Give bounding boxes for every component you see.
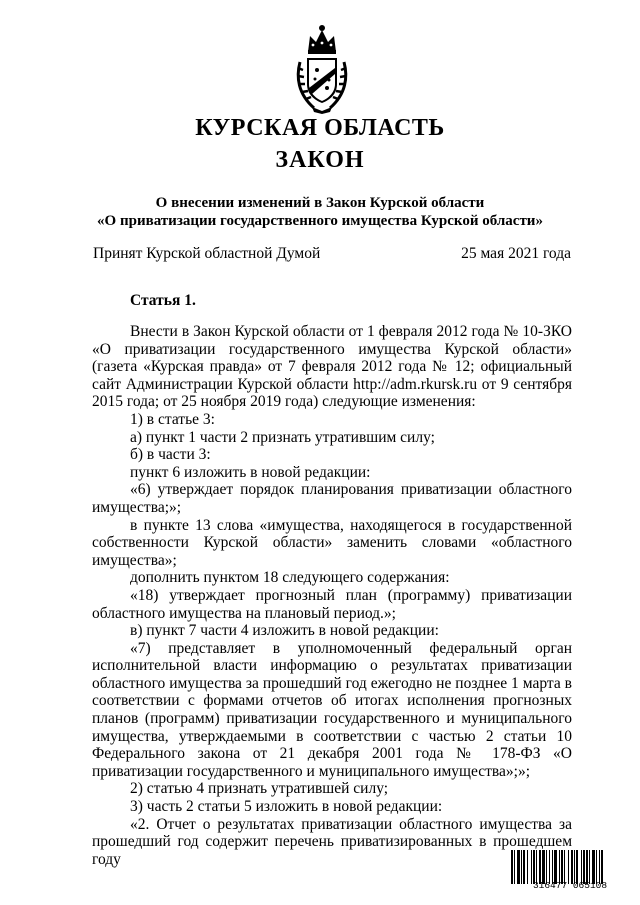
barcode xyxy=(510,850,630,890)
paragraph: а) пункт 1 части 2 признать утратившим силу; xyxy=(130,428,435,446)
paragraph: Внести в Закон Курской области от 1 февраля 2012 года № 10-ЗКО «О приватизации государственного имущества Курской области» (газета «Курская правда» от 7 февраля 2012 года № 12; официальный сайт Администрации Курской области http://adm.rkursk.ru от 9 сентября 2015 года; от 25 ноября 2019 года) следующие изменения: xyxy=(92,323,572,411)
document-type-title: ЗАКОН xyxy=(275,147,365,173)
paragraph: «7) представляет в уполномоченный федеральный орган исполнительной власти информацию о результатах приватизации областного имущества за прошедший год ежегодно не позднее 1 марта в соответствии с формами отчетов об итогах исполнения прогнозных планов (программ) приватизации государственного и муниципального имущества, утверждаемыми в соответствии с частью 2 статьи 10 Федерального закона от 21 декабря 2001 года № 178-ФЗ «О приватизации государственного и муниципального имущества»;»; xyxy=(92,639,572,780)
paragraph: 3) часть 2 статьи 5 изложить в новой редакции: xyxy=(130,798,443,816)
article-heading: Статья 1. xyxy=(130,292,196,309)
paragraph: «6) утверждает порядок планирования приватизации областного имущества;»; xyxy=(92,481,572,516)
paragraph: б) в части 3: xyxy=(130,446,211,464)
barcode-number: 316477 065108 xyxy=(510,881,630,891)
paragraph: в) пункт 7 части 4 изложить в новой редакции: xyxy=(130,622,439,640)
barcode-bars-icon xyxy=(510,850,630,884)
law-subtitle-line-1: О внесении изменений в Закон Курской области xyxy=(155,195,485,211)
adoption-date: 25 мая 2021 года xyxy=(461,245,571,262)
law-subtitle-line-2: «О приватизации государственного имущества Курской области» xyxy=(97,213,543,229)
article-body xyxy=(92,323,572,868)
paragraph: «2. Отчет о результатах приватизации областного имущества за прошедший год содержит перечень приватизированных в прошедшем году xyxy=(92,815,572,868)
paragraph: пункт 6 изложить в новой редакции: xyxy=(130,463,371,481)
adopted-by: Принят Курской областной Думой xyxy=(93,245,321,262)
kursk-coat-of-arms-icon xyxy=(294,22,350,114)
region-title: КУРСКАЯ ОБЛАСТЬ xyxy=(195,115,445,141)
paragraph: 2) статью 4 признать утратившей силу; xyxy=(130,780,389,798)
paragraph: 1) в статье 3: xyxy=(130,410,215,428)
paragraph: в пункте 13 слова «имущества, находящегося в государственной собственности Курской области» заменить словами «областного имущества»; xyxy=(92,516,572,569)
paragraph: дополнить пунктом 18 следующего содержания: xyxy=(130,569,450,587)
paragraph: «18) утверждает прогнозный план (программу) приватизации областного имущества на плановый период.»; xyxy=(92,586,572,622)
